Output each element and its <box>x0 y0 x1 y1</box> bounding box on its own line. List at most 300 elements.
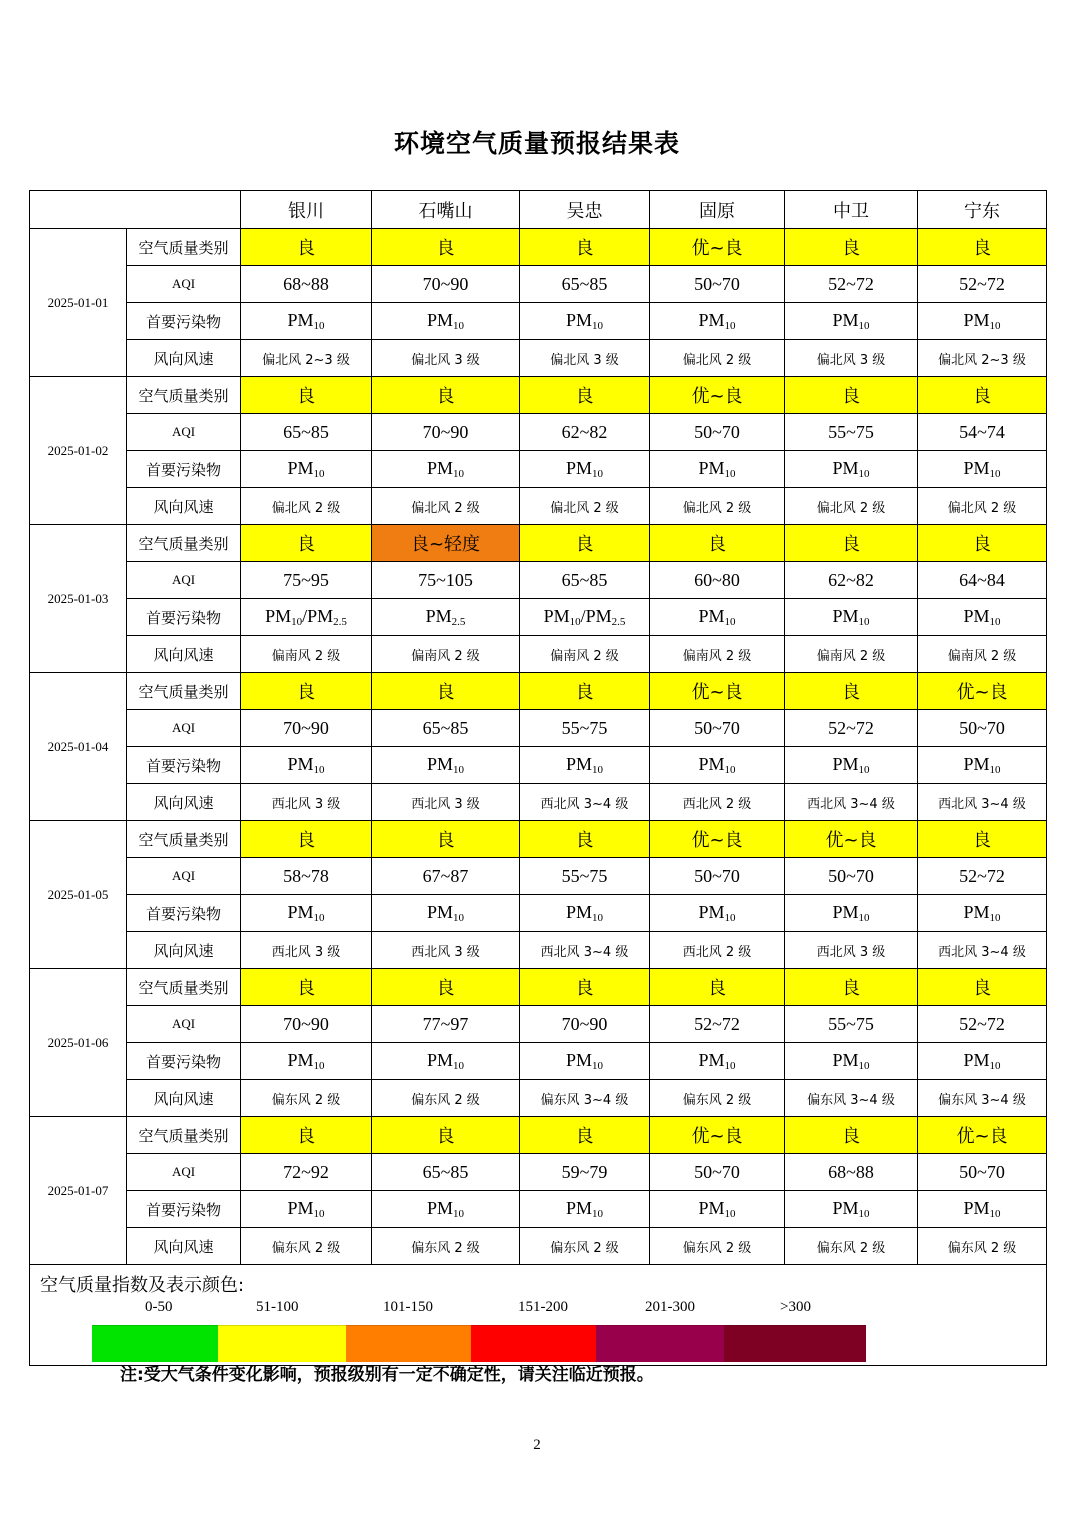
wind-cell: 偏南风 2 级 <box>520 636 650 673</box>
forecast-row-aqi <box>30 710 1047 747</box>
row-label-pollutant: 首要污染物 <box>127 303 241 340</box>
pollutant-cell <box>241 303 372 340</box>
pollutant-name: PM <box>565 902 592 922</box>
air-quality-category-cell: 优~良 <box>650 229 785 266</box>
forecast-row-category <box>30 1117 1047 1154</box>
pollutant-name: /PM <box>302 606 334 626</box>
pollutant-subscript: 10 <box>989 764 1001 776</box>
pollutant-subscript: 10 <box>858 764 870 776</box>
forecast-row-aqi <box>30 1006 1047 1043</box>
pollutant-subscript: 10 <box>858 616 870 628</box>
legend-color-swatch <box>724 1325 866 1362</box>
aqi-cell: 52~72 <box>918 858 1047 895</box>
wind-cell: 偏北风 2 级 <box>918 488 1047 525</box>
pollutant-name: PM <box>543 606 570 626</box>
aqi-cell: 70~90 <box>241 710 372 747</box>
aqi-cell: 50~70 <box>650 858 785 895</box>
air-quality-category-cell: 良 <box>520 229 650 266</box>
pollutant-cell <box>918 451 1047 488</box>
pollutant-cell <box>785 451 918 488</box>
air-quality-category-cell: 良 <box>785 525 918 562</box>
row-label-wind: 风向风速 <box>127 488 241 525</box>
pollutant-subscript: 10 <box>724 1208 736 1220</box>
aqi-cell: 59~79 <box>520 1154 650 1191</box>
pollutant-name: PM <box>832 458 859 478</box>
forecast-row-category <box>30 821 1047 858</box>
air-quality-category-cell: 良 <box>520 1117 650 1154</box>
aqi-cell: 50~70 <box>918 710 1047 747</box>
row-label-aqi: AQI <box>127 1154 241 1191</box>
wind-cell: 偏北风 2 级 <box>785 488 918 525</box>
pollutant-subscript: 10 <box>858 320 870 332</box>
pollutant-name: PM <box>287 902 314 922</box>
pollutant-name: PM <box>963 458 990 478</box>
aqi-cell: 55~75 <box>785 1006 918 1043</box>
pollutant-subscript: 10 <box>313 912 325 924</box>
air-quality-category-cell: 良 <box>785 377 918 414</box>
legend-range-label: 151-200 <box>518 1299 568 1315</box>
forecast-row-wind <box>30 340 1047 377</box>
row-label-pollutant: 首要污染物 <box>127 1191 241 1228</box>
air-quality-category-cell: 良~轻度 <box>372 525 520 562</box>
pollutant-name: PM <box>287 1198 314 1218</box>
pollutant-name: PM <box>698 902 725 922</box>
pollutant-cell <box>372 303 520 340</box>
air-quality-category-cell: 良 <box>520 377 650 414</box>
air-quality-category-cell: 良 <box>785 1117 918 1154</box>
legend-color-swatch <box>92 1325 218 1362</box>
row-label-pollutant: 首要污染物 <box>127 747 241 784</box>
pollutant-subscript: 10 <box>592 1060 603 1072</box>
forecast-row-aqi <box>30 266 1047 303</box>
wind-cell: 西北风 2 级 <box>650 932 785 969</box>
wind-cell: 偏东风 2 级 <box>372 1228 520 1265</box>
pollutant-subscript: 10 <box>724 468 736 480</box>
forecast-row-wind <box>30 488 1047 525</box>
row-label-wind: 风向风速 <box>127 1228 241 1265</box>
wind-cell: 偏东风 3~4 级 <box>520 1080 650 1117</box>
pollutant-cell <box>520 747 650 784</box>
pollutant-name: PM <box>287 1050 314 1070</box>
pollutant-subscript: 10 <box>453 1060 464 1072</box>
aqi-cell: 55~75 <box>520 858 650 895</box>
pollutant-name: PM <box>565 1050 592 1070</box>
pollutant-subscript: 2.5 <box>333 616 347 628</box>
pollutant-cell <box>785 1043 918 1080</box>
wind-cell: 偏北风 2~3 级 <box>241 340 372 377</box>
wind-cell: 偏东风 2 级 <box>241 1080 372 1117</box>
wind-cell: 偏东风 2 级 <box>650 1080 785 1117</box>
pollutant-cell <box>785 303 918 340</box>
pollutant-cell <box>650 599 785 636</box>
pollutant-name: PM <box>565 310 592 330</box>
air-quality-category-cell: 良 <box>372 229 520 266</box>
row-label-pollutant: 首要污染物 <box>127 1043 241 1080</box>
air-quality-category-cell: 良 <box>241 229 372 266</box>
legend-row <box>30 1265 1047 1366</box>
row-label-aqi: AQI <box>127 562 241 599</box>
pollutant-subscript: 10 <box>453 468 464 480</box>
legend-range-label: 51-100 <box>256 1299 299 1315</box>
air-quality-category-cell: 优~良 <box>918 673 1047 710</box>
pollutant-name: PM <box>963 754 990 774</box>
pollutant-name: PM <box>426 458 453 478</box>
pollutant-cell <box>918 747 1047 784</box>
aqi-cell: 65~85 <box>372 1154 520 1191</box>
pollutant-cell <box>372 747 520 784</box>
wind-cell: 偏东风 2 级 <box>785 1228 918 1265</box>
pollutant-subscript: 10 <box>313 468 325 480</box>
legend-color-swatch <box>346 1325 471 1362</box>
row-label-pollutant: 首要污染物 <box>127 599 241 636</box>
wind-cell: 偏东风 2 级 <box>918 1228 1047 1265</box>
forecast-row-wind <box>30 784 1047 821</box>
pollutant-name: PM <box>698 606 725 626</box>
date-cell: 2025-01-03 <box>30 525 127 673</box>
city-header: 石嘴山 <box>372 191 520 229</box>
row-label-category: 空气质量类别 <box>127 1117 241 1154</box>
legend-color-swatch <box>218 1325 346 1362</box>
wind-cell: 偏东风 2 级 <box>650 1228 785 1265</box>
row-label-category: 空气质量类别 <box>127 525 241 562</box>
pollutant-subscript: 10 <box>592 320 603 332</box>
aqi-color-legend <box>30 1265 1047 1366</box>
pollutant-subscript: 10 <box>569 616 581 628</box>
forecast-row-category <box>30 525 1047 562</box>
aqi-cell: 55~75 <box>785 414 918 451</box>
row-label-wind: 风向风速 <box>127 1080 241 1117</box>
pollutant-subscript: 10 <box>858 1060 870 1072</box>
pollutant-subscript: 10 <box>453 320 464 332</box>
pollutant-subscript: 10 <box>592 468 603 480</box>
wind-cell: 西北风 3 级 <box>785 932 918 969</box>
pollutant-cell <box>520 895 650 932</box>
air-quality-category-cell: 良 <box>372 673 520 710</box>
pollutant-subscript: 2.5 <box>451 616 466 628</box>
row-label-category: 空气质量类别 <box>127 821 241 858</box>
pollutant-cell <box>372 1043 520 1080</box>
pollutant-name: PM <box>565 1198 592 1218</box>
aqi-cell: 68~88 <box>241 266 372 303</box>
aqi-cell: 68~88 <box>785 1154 918 1191</box>
date-cell: 2025-01-02 <box>30 377 127 525</box>
city-header: 银川 <box>241 191 372 229</box>
row-label-pollutant: 首要污染物 <box>127 895 241 932</box>
row-label-category: 空气质量类别 <box>127 969 241 1006</box>
pollutant-name: PM <box>963 1198 990 1218</box>
pollutant-cell <box>785 1191 918 1228</box>
pollutant-cell <box>372 1191 520 1228</box>
pollutant-cell <box>520 303 650 340</box>
legend-range-label: 201-300 <box>645 1299 695 1315</box>
pollutant-subscript: 10 <box>858 468 870 480</box>
wind-cell: 西北风 3 级 <box>241 784 372 821</box>
wind-cell: 偏南风 2 级 <box>241 636 372 673</box>
aqi-cell: 50~70 <box>650 414 785 451</box>
pollutant-subscript: 10 <box>724 1060 736 1072</box>
pollutant-name: PM <box>832 1198 859 1218</box>
wind-cell: 西北风 3~4 级 <box>918 932 1047 969</box>
air-quality-category-cell: 良 <box>918 525 1047 562</box>
pollutant-name: PM <box>832 754 859 774</box>
pollutant-subscript: 10 <box>989 1060 1001 1072</box>
page-title: 环境空气质量预报结果表 <box>393 129 680 158</box>
forecast-row-wind <box>30 1228 1047 1265</box>
wind-cell: 偏南风 2 级 <box>918 636 1047 673</box>
pollutant-subscript: 10 <box>724 764 736 776</box>
pollutant-name: PM <box>265 606 292 626</box>
wind-cell: 西北风 3 级 <box>241 932 372 969</box>
row-label-category: 空气质量类别 <box>127 673 241 710</box>
pollutant-name: PM <box>287 458 314 478</box>
row-label-aqi: AQI <box>127 1006 241 1043</box>
aqi-cell: 52~72 <box>918 266 1047 303</box>
wind-cell: 西北风 3~4 级 <box>918 784 1047 821</box>
legend-range-label: 101-150 <box>383 1299 433 1315</box>
forecast-row-pollutant <box>30 895 1047 932</box>
pollutant-cell <box>650 451 785 488</box>
wind-cell: 偏北风 2 级 <box>372 488 520 525</box>
pollutant-name: PM <box>425 606 452 626</box>
air-quality-category-cell: 良 <box>520 673 650 710</box>
pollutant-cell <box>372 451 520 488</box>
pollutant-cell <box>241 747 372 784</box>
pollutant-subscript: 10 <box>989 320 1001 332</box>
pollutant-subscript: 10 <box>989 1208 1001 1220</box>
pollutant-name: PM <box>698 310 725 330</box>
wind-cell: 偏北风 2 级 <box>650 340 785 377</box>
wind-cell: 偏南风 2 级 <box>650 636 785 673</box>
pollutant-subscript: 10 <box>724 320 736 332</box>
pollutant-cell <box>241 599 372 636</box>
pollutant-cell <box>785 747 918 784</box>
row-label-aqi: AQI <box>127 414 241 451</box>
pollutant-subscript: 10 <box>989 912 1001 924</box>
forecast-row-aqi <box>30 414 1047 451</box>
pollutant-cell <box>241 1191 372 1228</box>
pollutant-subscript: 10 <box>858 912 870 924</box>
air-quality-category-cell: 良 <box>241 969 372 1006</box>
air-quality-category-cell: 优~良 <box>650 377 785 414</box>
date-cell: 2025-01-01 <box>30 229 127 377</box>
row-label-wind: 风向风速 <box>127 636 241 673</box>
pollutant-cell <box>520 1043 650 1080</box>
forecast-row-category <box>30 377 1047 414</box>
wind-cell: 西北风 2 级 <box>650 784 785 821</box>
air-quality-category-cell: 良 <box>918 377 1047 414</box>
aqi-cell: 70~90 <box>241 1006 372 1043</box>
aqi-cell: 52~72 <box>785 266 918 303</box>
wind-cell: 西北风 3 级 <box>372 784 520 821</box>
pollutant-subscript: 2.5 <box>611 616 626 628</box>
date-cell: 2025-01-06 <box>30 969 127 1117</box>
city-header: 宁东 <box>918 191 1047 229</box>
pollutant-name: PM <box>426 1198 453 1218</box>
pollutant-cell <box>372 895 520 932</box>
aqi-cell: 72~92 <box>241 1154 372 1191</box>
pollutant-name: PM <box>565 754 592 774</box>
pollutant-subscript: 10 <box>724 912 736 924</box>
aqi-cell: 65~85 <box>372 710 520 747</box>
row-label-wind: 风向风速 <box>127 932 241 969</box>
air-quality-category-cell: 优~良 <box>650 821 785 858</box>
date-cell: 2025-01-05 <box>30 821 127 969</box>
air-quality-category-cell: 良 <box>785 673 918 710</box>
date-cell: 2025-01-04 <box>30 673 127 821</box>
wind-cell: 偏东风 3~4 级 <box>785 1080 918 1117</box>
aqi-cell: 50~70 <box>785 858 918 895</box>
wind-cell: 偏南风 2 级 <box>372 636 520 673</box>
air-quality-category-cell: 良 <box>241 673 372 710</box>
air-quality-category-cell: 优~良 <box>785 821 918 858</box>
forecast-row-pollutant <box>30 303 1047 340</box>
pollutant-name: PM <box>832 606 859 626</box>
pollutant-name: PM <box>426 310 453 330</box>
aqi-cell: 52~72 <box>918 1006 1047 1043</box>
wind-cell: 偏北风 3 级 <box>372 340 520 377</box>
pollutant-cell <box>918 1043 1047 1080</box>
pollutant-cell <box>650 303 785 340</box>
aqi-cell: 50~70 <box>918 1154 1047 1191</box>
wind-cell: 偏东风 2 级 <box>372 1080 520 1117</box>
aqi-cell: 52~72 <box>785 710 918 747</box>
legend-range-label: 0-50 <box>145 1299 173 1315</box>
wind-cell: 西北风 3~4 级 <box>520 932 650 969</box>
pollutant-name: /PM <box>580 606 612 626</box>
row-label-category: 空气质量类别 <box>127 377 241 414</box>
pollutant-name: PM <box>426 902 453 922</box>
air-quality-category-cell: 良 <box>241 821 372 858</box>
pollutant-cell <box>918 599 1047 636</box>
row-label-aqi: AQI <box>127 858 241 895</box>
pollutant-cell <box>520 599 650 636</box>
wind-cell: 偏北风 3 级 <box>520 340 650 377</box>
aqi-cell: 62~82 <box>520 414 650 451</box>
pollutant-name: PM <box>698 458 725 478</box>
pollutant-cell <box>785 895 918 932</box>
air-quality-category-cell: 良 <box>520 821 650 858</box>
row-label-aqi: AQI <box>127 266 241 303</box>
wind-cell: 西北风 3~4 级 <box>520 784 650 821</box>
wind-cell: 偏东风 2 级 <box>520 1228 650 1265</box>
aqi-cell: 75~95 <box>241 562 372 599</box>
pollutant-cell <box>372 599 520 636</box>
forecast-row-category <box>30 229 1047 266</box>
forecast-row-pollutant <box>30 747 1047 784</box>
aqi-cell: 62~82 <box>785 562 918 599</box>
aqi-cell: 67~87 <box>372 858 520 895</box>
pollutant-subscript: 10 <box>313 764 325 776</box>
aqi-cell: 55~75 <box>520 710 650 747</box>
air-quality-category-cell: 良 <box>372 377 520 414</box>
aqi-cell: 65~85 <box>520 266 650 303</box>
forecast-row-wind <box>30 932 1047 969</box>
wind-cell: 西北风 3 级 <box>372 932 520 969</box>
aqi-cell: 52~72 <box>650 1006 785 1043</box>
wind-cell: 偏北风 2 级 <box>520 488 650 525</box>
air-quality-category-cell: 良 <box>241 1117 372 1154</box>
forecast-row-aqi <box>30 562 1047 599</box>
row-label-category: 空气质量类别 <box>127 229 241 266</box>
date-cell: 2025-01-07 <box>30 1117 127 1265</box>
wind-cell: 偏北风 2~3 级 <box>918 340 1047 377</box>
air-quality-category-cell: 良 <box>918 969 1047 1006</box>
pollutant-subscript: 10 <box>453 912 464 924</box>
aqi-cell: 58~78 <box>241 858 372 895</box>
pollutant-name: PM <box>832 1050 859 1070</box>
pollutant-cell <box>520 1191 650 1228</box>
pollutant-name: PM <box>963 606 990 626</box>
aqi-cell: 70~90 <box>372 266 520 303</box>
aqi-cell: 54~74 <box>918 414 1047 451</box>
pollutant-name: PM <box>698 1050 725 1070</box>
pollutant-subscript: 10 <box>592 1208 603 1220</box>
row-label-wind: 风向风速 <box>127 340 241 377</box>
pollutant-subscript: 10 <box>453 1208 464 1220</box>
city-header: 固原 <box>650 191 785 229</box>
pollutant-subscript: 10 <box>453 764 464 776</box>
forecast-row-pollutant <box>30 599 1047 636</box>
pollutant-name: PM <box>832 310 859 330</box>
forecast-row-category <box>30 673 1047 710</box>
pollutant-cell <box>650 1191 785 1228</box>
pollutant-name: PM <box>287 754 314 774</box>
pollutant-name: PM <box>963 902 990 922</box>
air-quality-category-cell: 优~良 <box>918 1117 1047 1154</box>
pollutant-cell <box>918 303 1047 340</box>
air-quality-category-cell: 良 <box>918 229 1047 266</box>
forecast-row-aqi <box>30 858 1047 895</box>
pollutant-cell <box>650 747 785 784</box>
air-quality-category-cell: 优~良 <box>650 1117 785 1154</box>
pollutant-cell <box>785 599 918 636</box>
pollutant-cell <box>520 451 650 488</box>
aqi-cell: 75~105 <box>372 562 520 599</box>
pollutant-subscript: 10 <box>313 1060 325 1072</box>
aqi-cell: 77~97 <box>372 1006 520 1043</box>
city-header-row <box>30 191 1047 229</box>
wind-cell: 偏东风 3~4 级 <box>918 1080 1047 1117</box>
air-quality-category-cell: 良 <box>785 229 918 266</box>
pollutant-cell <box>918 1191 1047 1228</box>
pollutant-cell <box>241 1043 372 1080</box>
pollutant-subscript: 10 <box>592 912 603 924</box>
pollutant-name: PM <box>698 754 725 774</box>
wind-cell: 西北风 3~4 级 <box>785 784 918 821</box>
wind-cell: 偏北风 3 级 <box>785 340 918 377</box>
forecast-row-pollutant <box>30 1043 1047 1080</box>
row-label-pollutant: 首要污染物 <box>127 451 241 488</box>
aqi-cell: 70~90 <box>520 1006 650 1043</box>
aqi-cell: 50~70 <box>650 266 785 303</box>
pollutant-name: PM <box>426 1050 453 1070</box>
pollutant-name: PM <box>832 902 859 922</box>
pollutant-name: PM <box>565 458 592 478</box>
pollutant-cell <box>241 895 372 932</box>
city-header: 吴忠 <box>520 191 650 229</box>
forecast-row-wind <box>30 1080 1047 1117</box>
pollutant-name: PM <box>963 1050 990 1070</box>
pollutant-subscript: 10 <box>989 616 1001 628</box>
pollutant-subscript: 10 <box>291 616 303 628</box>
aqi-cell: 60~80 <box>650 562 785 599</box>
aqi-cell: 50~70 <box>650 710 785 747</box>
air-quality-category-cell: 良 <box>372 821 520 858</box>
pollutant-cell <box>650 1043 785 1080</box>
forecast-row-pollutant <box>30 1191 1047 1228</box>
city-header: 中卫 <box>785 191 918 229</box>
legend-color-swatch <box>596 1325 724 1362</box>
